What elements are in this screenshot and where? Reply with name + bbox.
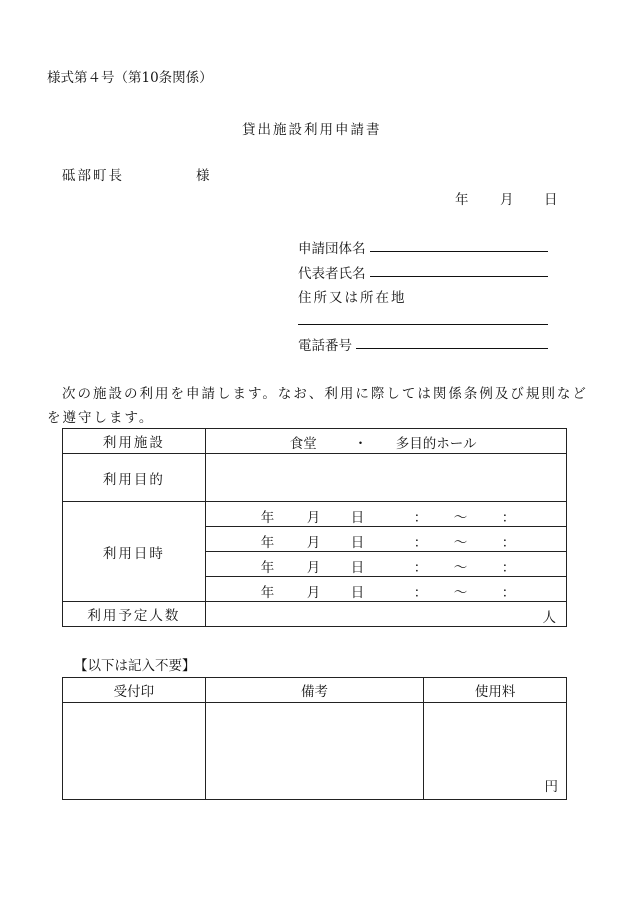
- purpose-field[interactable]: [205, 454, 566, 502]
- addressee-name: 砥部町長: [62, 168, 124, 184]
- month-text: 月: [306, 585, 321, 601]
- fee-field: [424, 703, 567, 800]
- phone-field[interactable]: [356, 348, 548, 349]
- colon-text: ：: [413, 585, 428, 601]
- facility-separator: ・: [353, 436, 368, 452]
- colon-text: ：: [413, 510, 428, 526]
- office-header-row: [63, 678, 567, 703]
- colon-text: ：: [413, 560, 428, 576]
- people-label: 利用予定人数: [63, 602, 206, 627]
- org-name-field[interactable]: [370, 251, 548, 252]
- reception-stamp-label: 受付印: [63, 678, 206, 703]
- reception-stamp-field: [63, 703, 206, 800]
- facility-option-cafeteria[interactable]: 食堂: [289, 436, 317, 452]
- purpose-row: [63, 454, 567, 502]
- year-text: 年: [260, 510, 275, 526]
- tilde-text: ～: [453, 585, 468, 601]
- form-number: 様式第４号（第10条関係）: [47, 70, 213, 86]
- day-text: 日: [350, 510, 365, 526]
- office-use-note: 【以下は記入不要】: [74, 658, 196, 674]
- date-year: 年: [455, 192, 469, 208]
- datetime-row-1[interactable]: [205, 502, 566, 527]
- colon-text: ：: [501, 560, 516, 576]
- representative-field[interactable]: [370, 276, 548, 277]
- office-use-table: [62, 677, 567, 800]
- facility-options: [205, 429, 566, 454]
- address-field[interactable]: [298, 324, 548, 325]
- body-text-line1: 次の施設の利用を申請します。なお、利用に際しては関係条例及び規則など: [62, 386, 588, 402]
- datetime-label: 利用日時: [63, 502, 206, 602]
- month-text: 月: [306, 510, 321, 526]
- form-title: 貸出施設利用申請書: [242, 122, 382, 138]
- tilde-text: ～: [453, 510, 468, 526]
- colon-text: ：: [501, 510, 516, 526]
- year-text: 年: [260, 560, 275, 576]
- tilde-text: ～: [453, 560, 468, 576]
- application-table: [62, 428, 567, 627]
- month-text: 月: [306, 560, 321, 576]
- month-text: 月: [306, 535, 321, 551]
- remarks-field: [205, 703, 424, 800]
- colon-text: ：: [501, 535, 516, 551]
- office-body-row: [63, 703, 567, 800]
- year-text: 年: [260, 535, 275, 551]
- people-unit: 人: [542, 610, 556, 626]
- fee-label: 使用料: [424, 678, 567, 703]
- tilde-text: ～: [453, 535, 468, 551]
- fee-unit: 円: [544, 779, 558, 795]
- datetime-row-4[interactable]: [205, 577, 566, 602]
- remarks-label: 備考: [205, 678, 424, 703]
- day-text: 日: [350, 535, 365, 551]
- year-text: 年: [260, 585, 275, 601]
- facility-label: 利用施設: [63, 429, 206, 454]
- datetime-row: [63, 502, 567, 527]
- day-text: 日: [350, 585, 365, 601]
- people-field[interactable]: [205, 602, 566, 627]
- date-month: 月: [500, 192, 514, 208]
- phone-label: 電話番号: [298, 338, 352, 354]
- facility-option-hall[interactable]: 多目的ホール: [395, 436, 477, 452]
- people-row: [63, 602, 567, 627]
- representative-label: 代表者氏名: [298, 266, 366, 282]
- purpose-label: 利用目的: [63, 454, 206, 502]
- address-label: 住所又は所在地: [298, 290, 407, 306]
- day-text: 日: [350, 560, 365, 576]
- addressee-suffix: 様: [196, 168, 210, 184]
- org-name-label: 申請団体名: [298, 241, 366, 257]
- date-day: 日: [544, 192, 558, 208]
- colon-text: ：: [501, 585, 516, 601]
- datetime-row-2[interactable]: [205, 527, 566, 552]
- datetime-row-3[interactable]: [205, 552, 566, 577]
- facility-row: [63, 429, 567, 454]
- colon-text: ：: [413, 535, 428, 551]
- body-text-line2: を遵守します。: [47, 410, 155, 426]
